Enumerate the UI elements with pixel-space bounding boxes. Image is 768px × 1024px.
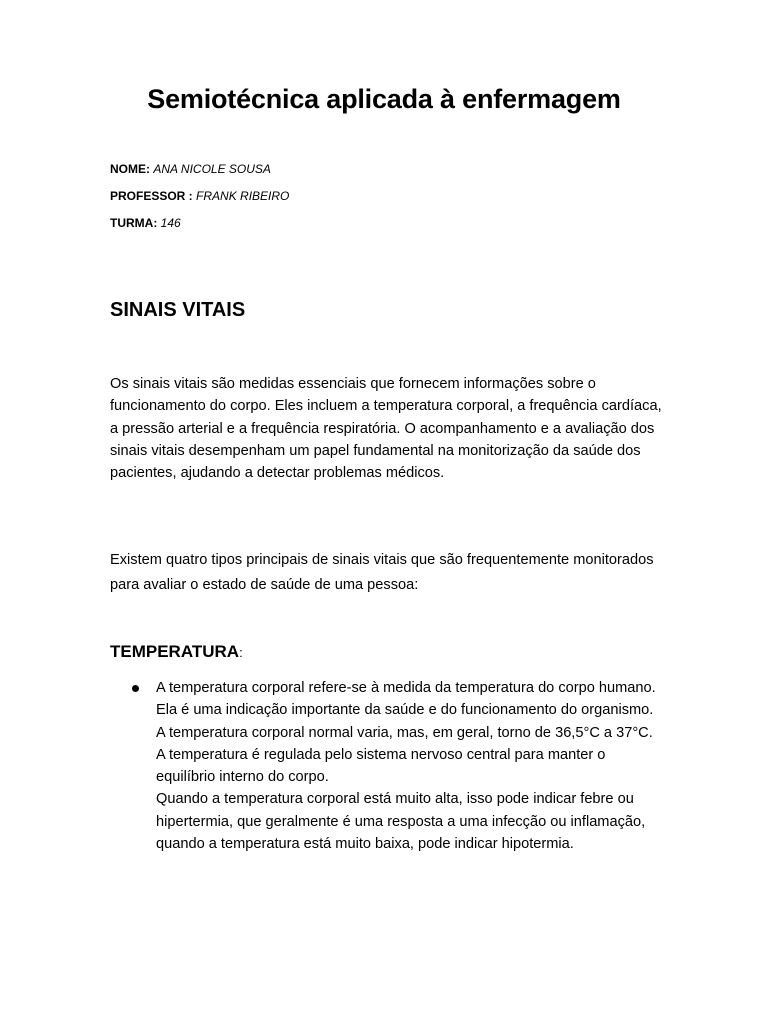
meta-name-value: ANA NICOLE SOUSA (153, 162, 271, 176)
subsection-heading-colon: : (239, 645, 243, 660)
subsection-heading-text: TEMPERATURA (110, 642, 240, 661)
bullet-text-part-1: A temperatura corporal refere-se à medida da temperatura do corpo humano. Ela é uma indicação importante da saúde e do funcionamento do organismo. A temperatura corporal normal varia, mas, em geral, torno de 36,5°C a 37°C. A temperatura é regulada pelo sistema nervoso central para manter o equilíbrio interno do corpo. (156, 680, 656, 786)
bullet-text-part-2: Quando a temperatura corporal está muito alta, isso pode indicar febre ou hipertermia, que geralmente é uma resposta a uma infecção ou inflamação, quando a temperatura está muito baixa, pode indicar hipotermia. (156, 791, 646, 853)
paragraph-intro: Os sinais vitais são medidas essenciais que fornecem informações sobre o funcionamento do corpo. Eles incluem a temperatura corporal, a frequência cardíaca, a pressão arterial e a frequência respiratória. O acompanhamento e a avaliação dos sinais vitais desempenham um papel fundamental na monitorização da saúde dos pacientes, ajudando a detectar problemas médicos. (110, 376, 662, 482)
meta-class-label: TURMA: (110, 216, 158, 230)
meta-name-label: NOME: (110, 162, 150, 176)
meta-name (110, 162, 271, 176)
meta-class (110, 216, 181, 230)
subsection-heading (110, 642, 243, 662)
meta-professor-label: PROFESSOR : (110, 189, 193, 203)
paragraph-types: Existem quatro tipos principais de sinais vitais que são frequentemente monitorados para avaliar o estado de saúde de uma pessoa: (110, 552, 654, 593)
document-title: Semiotécnica aplicada à enfermagem (147, 84, 621, 114)
meta-professor-value: FRANK RIBEIRO (196, 189, 290, 203)
bullet-icon (132, 685, 139, 692)
list-item (156, 677, 656, 855)
section-heading: SINAIS VITAIS (110, 299, 246, 321)
meta-professor (110, 189, 289, 203)
meta-class-value: 146 (160, 216, 181, 230)
